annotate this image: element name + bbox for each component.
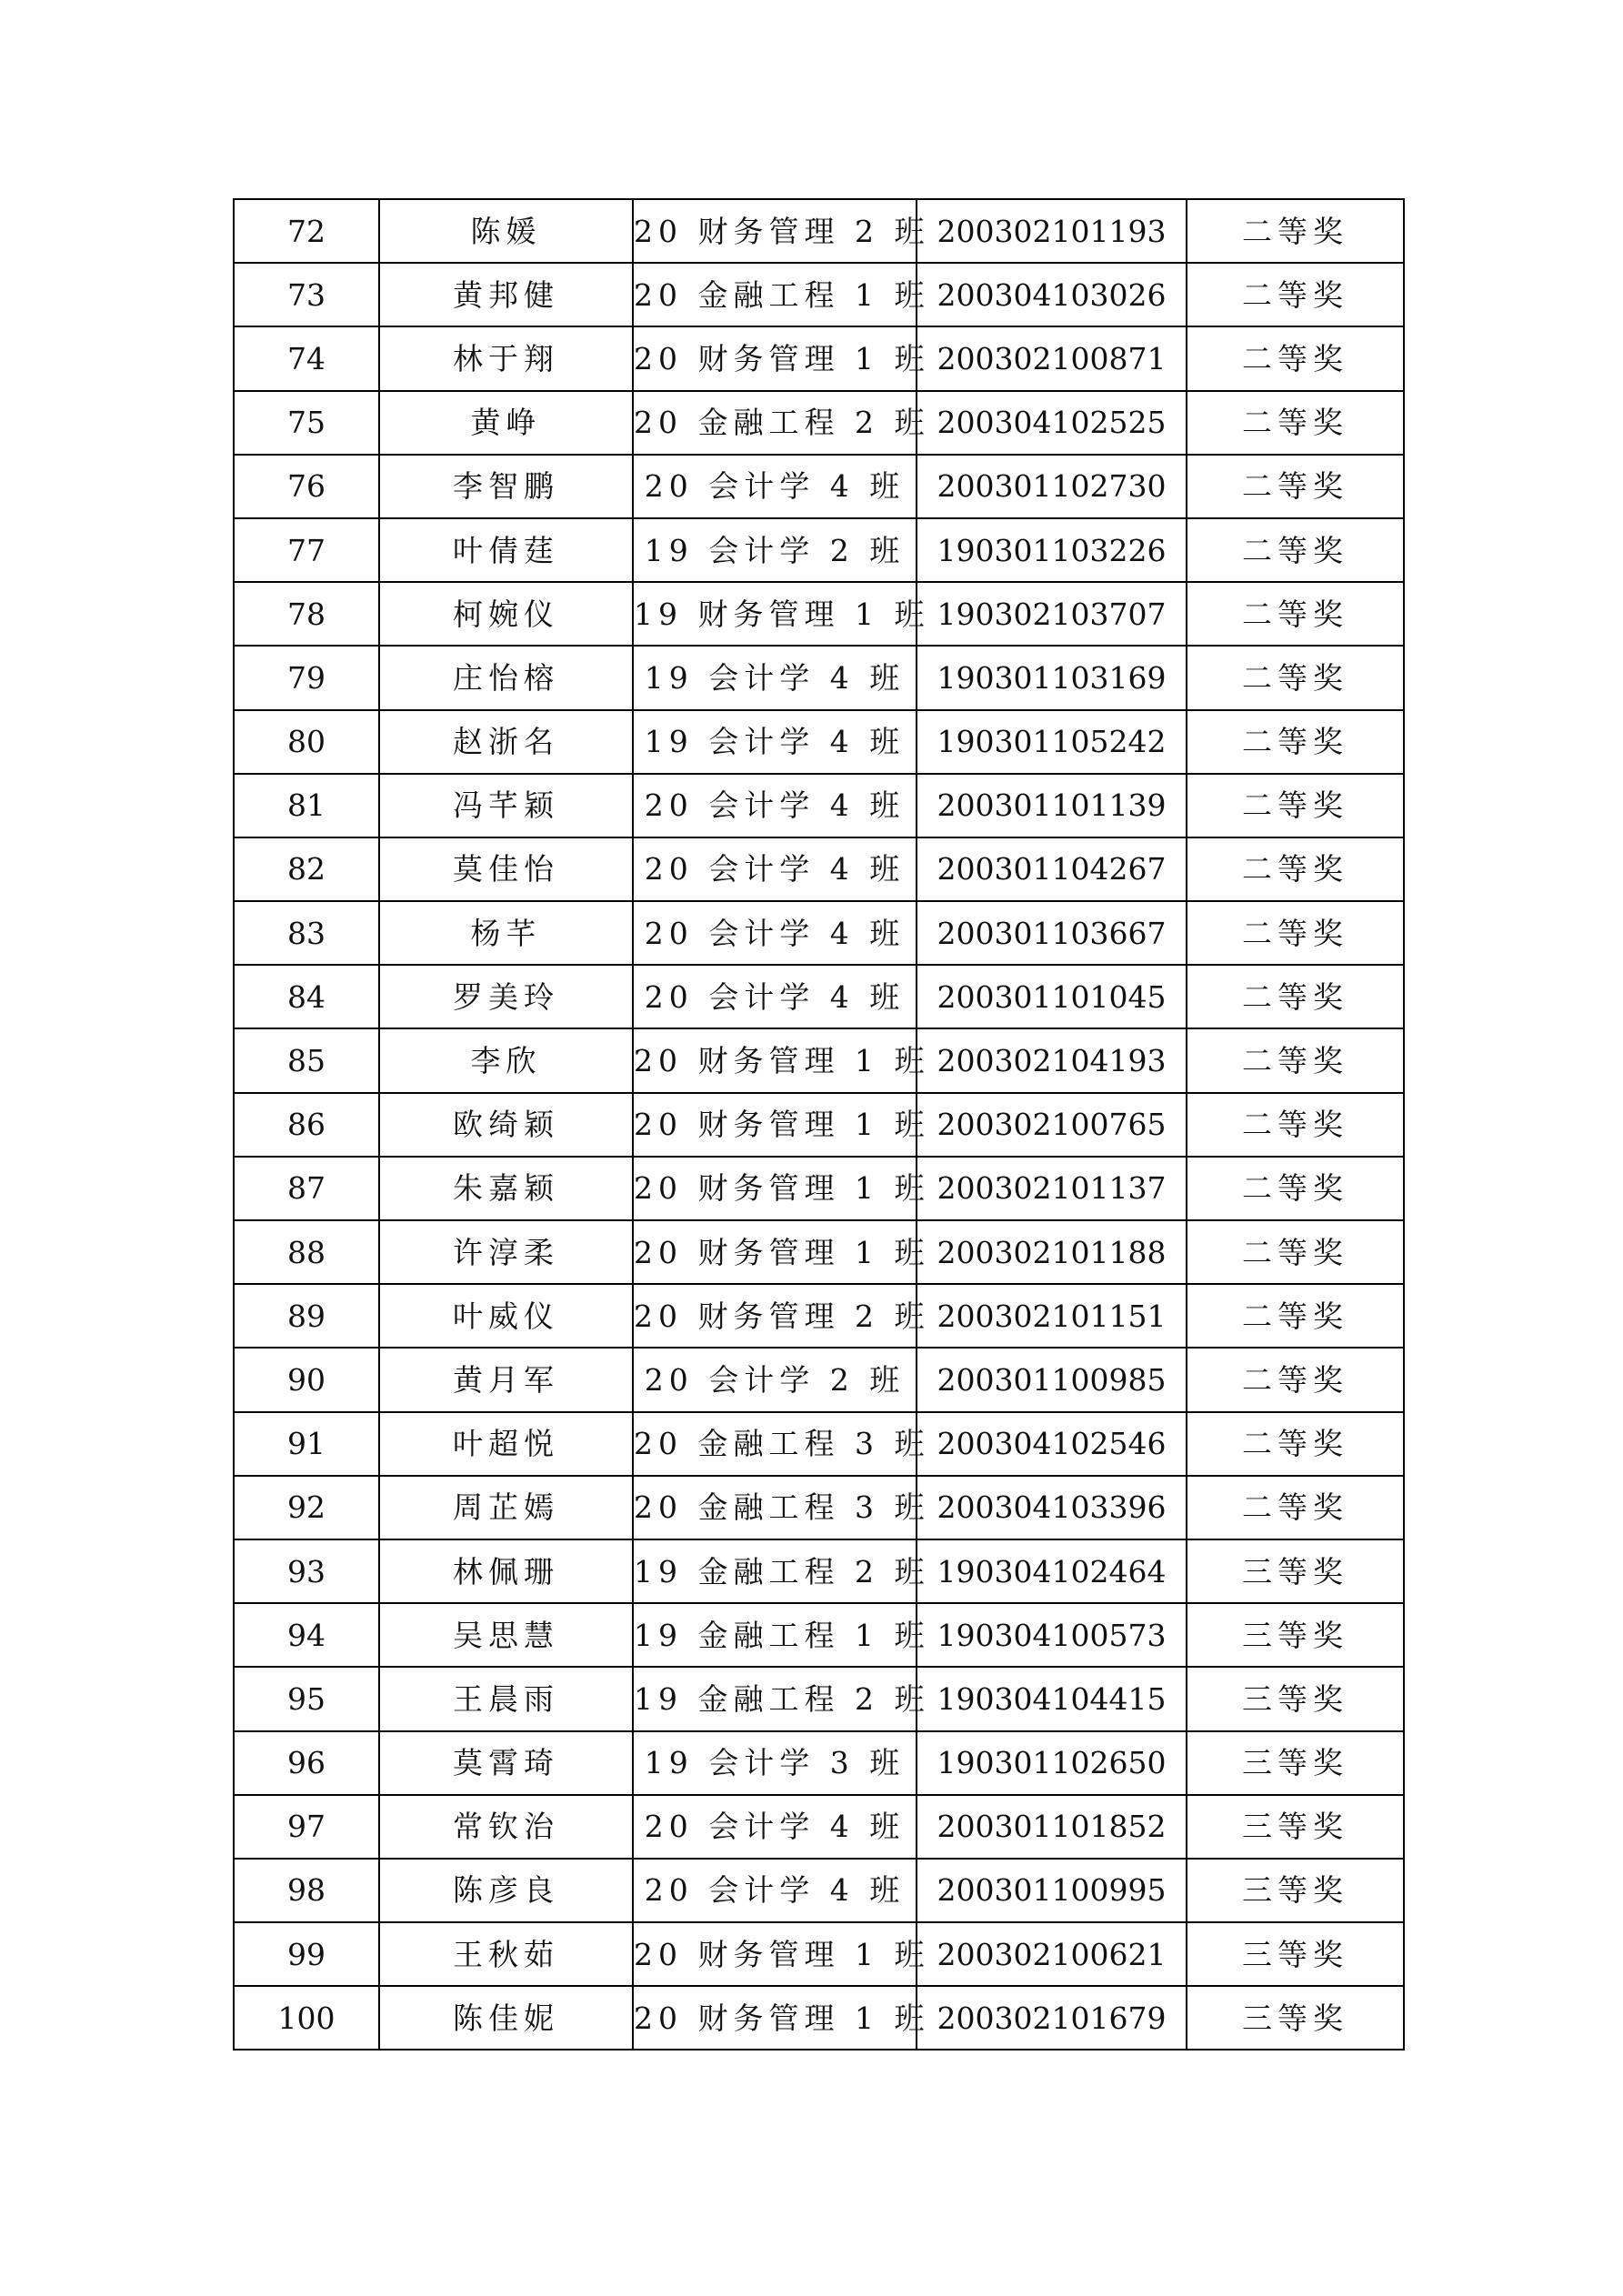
award-level-cell: 二等奖: [1187, 1093, 1404, 1157]
table-row: [234, 710, 1404, 774]
award-level-cell: 二等奖: [1187, 1476, 1404, 1539]
student-id-cell: 200301100995: [917, 1859, 1187, 1922]
student-id-cell: 200302101151: [917, 1284, 1187, 1348]
student-name-cell: 陈媛: [379, 199, 633, 263]
row-number-cell: 99: [234, 1922, 379, 1986]
student-name-cell: 叶超悦: [379, 1412, 633, 1476]
row-number-cell: 78: [234, 582, 379, 646]
student-name-cell: 庄怡榕: [379, 646, 633, 709]
table-row: [234, 965, 1404, 1028]
class-name-cell: 20 金融工程 2 班: [633, 391, 917, 455]
class-name-cell: 20 金融工程 3 班: [633, 1476, 917, 1539]
table-row: [234, 1667, 1404, 1730]
student-id-cell: 190304100573: [917, 1603, 1187, 1667]
row-number-cell: 96: [234, 1731, 379, 1795]
student-id-cell: 200302101137: [917, 1157, 1187, 1220]
table-row: [234, 1539, 1404, 1603]
class-name-cell: 20 财务管理 1 班: [633, 1157, 917, 1220]
row-number-cell: 79: [234, 646, 379, 709]
row-number-cell: 77: [234, 518, 379, 582]
award-level-cell: 二等奖: [1187, 582, 1404, 646]
row-number-cell: 93: [234, 1539, 379, 1603]
award-level-cell: 二等奖: [1187, 1157, 1404, 1220]
student-name-cell: 莫霄琦: [379, 1731, 633, 1795]
row-number-cell: 80: [234, 710, 379, 774]
table-row: [234, 326, 1404, 390]
class-name-cell: 20 会计学 4 班: [633, 774, 917, 837]
award-level-cell: 二等奖: [1187, 263, 1404, 326]
award-level-cell: 二等奖: [1187, 901, 1404, 965]
class-name-cell: 20 会计学 4 班: [633, 901, 917, 965]
table-row: [234, 774, 1404, 837]
table-row: [234, 1476, 1404, 1539]
award-level-cell: 二等奖: [1187, 1220, 1404, 1284]
row-number-cell: 98: [234, 1859, 379, 1922]
award-level-cell: 二等奖: [1187, 837, 1404, 901]
row-number-cell: 88: [234, 1220, 379, 1284]
table-row: [234, 1412, 1404, 1476]
class-name-cell: 20 财务管理 1 班: [633, 1093, 917, 1157]
table-row: [234, 646, 1404, 709]
student-name-cell: 林佩珊: [379, 1539, 633, 1603]
student-id-cell: 200302100621: [917, 1922, 1187, 1986]
row-number-cell: 100: [234, 1986, 379, 2050]
student-id-cell: 200301101045: [917, 965, 1187, 1028]
student-id-cell: 190301102650: [917, 1731, 1187, 1795]
table-row: [234, 1795, 1404, 1859]
row-number-cell: 87: [234, 1157, 379, 1220]
award-level-cell: 二等奖: [1187, 646, 1404, 709]
student-name-cell: 常钦治: [379, 1795, 633, 1859]
student-name-cell: 叶倩莛: [379, 518, 633, 582]
award-level-cell: 三等奖: [1187, 1603, 1404, 1667]
student-name-cell: 吴思慧: [379, 1603, 633, 1667]
table-row: [234, 1859, 1404, 1922]
table-row: [234, 1348, 1404, 1411]
class-name-cell: 20 财务管理 1 班: [633, 1220, 917, 1284]
student-name-cell: 李欣: [379, 1028, 633, 1092]
class-name-cell: 19 金融工程 2 班: [633, 1667, 917, 1730]
table-row: [234, 837, 1404, 901]
table-row: [234, 1284, 1404, 1348]
student-name-cell: 许淳柔: [379, 1220, 633, 1284]
table-row: [234, 582, 1404, 646]
student-name-cell: 黄月军: [379, 1348, 633, 1411]
class-name-cell: 20 会计学 2 班: [633, 1348, 917, 1411]
student-name-cell: 朱嘉颖: [379, 1157, 633, 1220]
student-id-cell: 200304102546: [917, 1412, 1187, 1476]
row-number-cell: 74: [234, 326, 379, 390]
row-number-cell: 76: [234, 455, 379, 518]
student-id-cell: 190301103226: [917, 518, 1187, 582]
award-level-cell: 三等奖: [1187, 1986, 1404, 2050]
student-name-cell: 赵浙名: [379, 710, 633, 774]
table-row: [234, 1220, 1404, 1284]
student-id-cell: 190304104415: [917, 1667, 1187, 1730]
class-name-cell: 19 会计学 3 班: [633, 1731, 917, 1795]
table-row: [234, 518, 1404, 582]
award-level-cell: 二等奖: [1187, 1348, 1404, 1411]
student-id-cell: 200301101139: [917, 774, 1187, 837]
award-level-cell: 二等奖: [1187, 1284, 1404, 1348]
award-level-cell: 二等奖: [1187, 1412, 1404, 1476]
table-row: [234, 1093, 1404, 1157]
award-level-cell: 二等奖: [1187, 1028, 1404, 1092]
row-number-cell: 82: [234, 837, 379, 901]
row-number-cell: 97: [234, 1795, 379, 1859]
row-number-cell: 72: [234, 199, 379, 263]
student-id-cell: 200302100765: [917, 1093, 1187, 1157]
row-number-cell: 92: [234, 1476, 379, 1539]
class-name-cell: 20 财务管理 1 班: [633, 326, 917, 390]
student-id-cell: 200301102730: [917, 455, 1187, 518]
table-row: [234, 1986, 1404, 2050]
table-row: [234, 901, 1404, 965]
row-number-cell: 91: [234, 1412, 379, 1476]
student-id-cell: 200301103667: [917, 901, 1187, 965]
award-level-cell: 三等奖: [1187, 1667, 1404, 1730]
student-id-cell: 190302103707: [917, 582, 1187, 646]
award-level-cell: 二等奖: [1187, 774, 1404, 837]
student-name-cell: 周芷嫣: [379, 1476, 633, 1539]
student-name-cell: 莫佳怡: [379, 837, 633, 901]
student-name-cell: 欧绮颖: [379, 1093, 633, 1157]
student-name-cell: 叶威仪: [379, 1284, 633, 1348]
student-id-cell: 200301104267: [917, 837, 1187, 901]
student-id-cell: 200302101679: [917, 1986, 1187, 2050]
student-name-cell: 陈佳妮: [379, 1986, 633, 2050]
award-level-cell: 二等奖: [1187, 326, 1404, 390]
student-name-cell: 林于翔: [379, 326, 633, 390]
award-level-cell: 三等奖: [1187, 1859, 1404, 1922]
class-name-cell: 19 金融工程 2 班: [633, 1539, 917, 1603]
class-name-cell: 20 财务管理 2 班: [633, 199, 917, 263]
class-name-cell: 20 财务管理 2 班: [633, 1284, 917, 1348]
student-id-cell: 200301101852: [917, 1795, 1187, 1859]
class-name-cell: 20 会计学 4 班: [633, 1859, 917, 1922]
award-level-cell: 二等奖: [1187, 391, 1404, 455]
student-id-cell: 200301100985: [917, 1348, 1187, 1411]
award-level-cell: 二等奖: [1187, 965, 1404, 1028]
student-name-cell: 罗美玲: [379, 965, 633, 1028]
table-row: [234, 1922, 1404, 1986]
class-name-cell: 20 财务管理 1 班: [633, 1986, 917, 2050]
row-number-cell: 75: [234, 391, 379, 455]
class-name-cell: 20 金融工程 3 班: [633, 1412, 917, 1476]
student-id-cell: 200302101188: [917, 1220, 1187, 1284]
student-name-cell: 杨芊: [379, 901, 633, 965]
student-name-cell: 黄邦健: [379, 263, 633, 326]
class-name-cell: 19 会计学 2 班: [633, 518, 917, 582]
student-name-cell: 王秋茹: [379, 1922, 633, 1986]
student-id-cell: 190301105242: [917, 710, 1187, 774]
row-number-cell: 85: [234, 1028, 379, 1092]
row-number-cell: 89: [234, 1284, 379, 1348]
class-name-cell: 19 会计学 4 班: [633, 646, 917, 709]
student-id-cell: 200304103026: [917, 263, 1187, 326]
row-number-cell: 94: [234, 1603, 379, 1667]
award-level-cell: 二等奖: [1187, 455, 1404, 518]
student-name-cell: 陈彦良: [379, 1859, 633, 1922]
award-table: [233, 198, 1405, 2050]
table-row: [234, 263, 1404, 326]
class-name-cell: 19 金融工程 1 班: [633, 1603, 917, 1667]
class-name-cell: 20 会计学 4 班: [633, 837, 917, 901]
student-name-cell: 李智鹏: [379, 455, 633, 518]
student-name-cell: 王晨雨: [379, 1667, 633, 1730]
class-name-cell: 20 财务管理 1 班: [633, 1028, 917, 1092]
class-name-cell: 20 会计学 4 班: [633, 455, 917, 518]
student-id-cell: 200304102525: [917, 391, 1187, 455]
award-table-body: [234, 199, 1404, 2050]
award-level-cell: 二等奖: [1187, 199, 1404, 263]
student-id-cell: 200302104193: [917, 1028, 1187, 1092]
award-level-cell: 二等奖: [1187, 710, 1404, 774]
class-name-cell: 19 财务管理 1 班: [633, 582, 917, 646]
award-level-cell: 三等奖: [1187, 1731, 1404, 1795]
student-id-cell: 200302100871: [917, 326, 1187, 390]
class-name-cell: 19 会计学 4 班: [633, 710, 917, 774]
table-row: [234, 455, 1404, 518]
table-row: [234, 1731, 1404, 1795]
row-number-cell: 86: [234, 1093, 379, 1157]
table-row: [234, 1603, 1404, 1667]
class-name-cell: 20 金融工程 1 班: [633, 263, 917, 326]
award-level-cell: 三等奖: [1187, 1922, 1404, 1986]
row-number-cell: 84: [234, 965, 379, 1028]
table-row: [234, 199, 1404, 263]
table-row: [234, 391, 1404, 455]
student-id-cell: 190301103169: [917, 646, 1187, 709]
award-level-cell: 三等奖: [1187, 1795, 1404, 1859]
table-row: [234, 1028, 1404, 1092]
row-number-cell: 73: [234, 263, 379, 326]
student-id-cell: 190304102464: [917, 1539, 1187, 1603]
class-name-cell: 20 会计学 4 班: [633, 1795, 917, 1859]
class-name-cell: 20 会计学 4 班: [633, 965, 917, 1028]
class-name-cell: 20 财务管理 1 班: [633, 1922, 917, 1986]
row-number-cell: 83: [234, 901, 379, 965]
row-number-cell: 95: [234, 1667, 379, 1730]
row-number-cell: 81: [234, 774, 379, 837]
award-level-cell: 二等奖: [1187, 518, 1404, 582]
student-id-cell: 200304103396: [917, 1476, 1187, 1539]
row-number-cell: 90: [234, 1348, 379, 1411]
award-level-cell: 三等奖: [1187, 1539, 1404, 1603]
student-name-cell: 黄峥: [379, 391, 633, 455]
student-name-cell: 冯芊颖: [379, 774, 633, 837]
student-id-cell: 200302101193: [917, 199, 1187, 263]
student-name-cell: 柯婉仪: [379, 582, 633, 646]
table-row: [234, 1157, 1404, 1220]
